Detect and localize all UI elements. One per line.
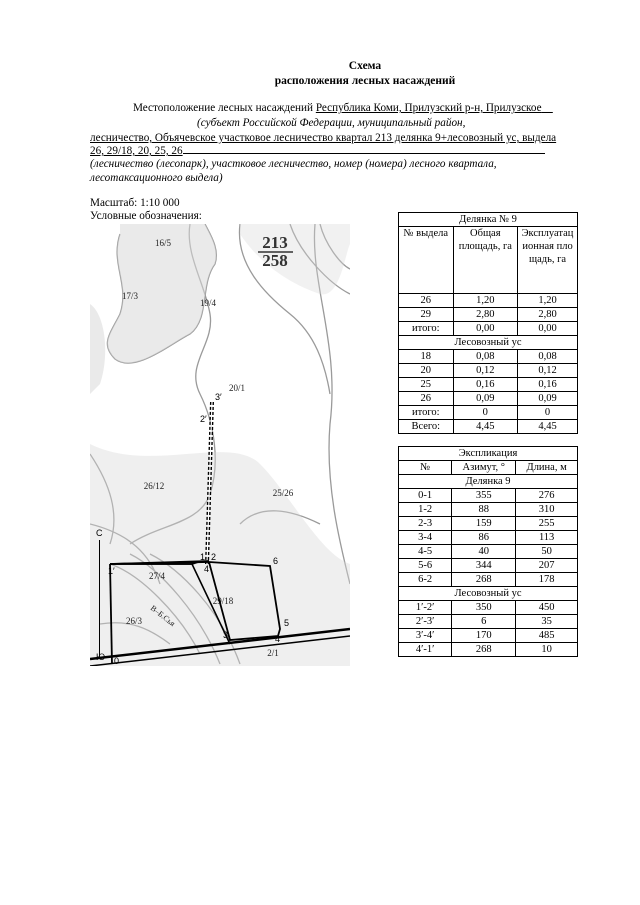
road-area-row-cell: Всего: <box>399 420 454 434</box>
point-6: 6 <box>273 556 279 566</box>
forest-map <box>90 224 350 666</box>
south-label: Ю <box>96 652 106 662</box>
location-label: Местоположение лесных насаждений <box>133 102 314 114</box>
expl-row-cell: 268 <box>452 573 516 587</box>
point-3prime: 3′ <box>215 392 222 402</box>
area-row-cell: 0,00 <box>453 322 518 336</box>
expl-road-row-cell: 35 <box>516 615 578 629</box>
road-area-row-cell: 18 <box>399 350 454 364</box>
expl-row <box>399 503 578 517</box>
area-row <box>399 308 578 322</box>
expl-road-row-cell: 3′-4′ <box>399 629 452 643</box>
quarter-number-top: 213 <box>262 233 288 252</box>
scale-text: Масштаб: 1:10 000 <box>90 197 180 209</box>
expl-row-cell: 5-6 <box>399 559 452 573</box>
road-area-row <box>399 420 578 434</box>
expl-road-row-cell: 10 <box>516 643 578 657</box>
expl-road-row-cell: 268 <box>452 643 516 657</box>
road-area-row <box>399 406 578 420</box>
road-area-row-cell: 0 <box>453 406 518 420</box>
expl-road-row-cell: 2′-3′ <box>399 615 452 629</box>
expl-row-cell: 355 <box>452 489 516 503</box>
expl-section1: Делянка 9 <box>399 475 578 489</box>
quarter-number-bottom: 258 <box>262 251 288 270</box>
area-row-cell: 2,80 <box>453 308 518 322</box>
title-line2: расположения лесных насаждений <box>274 75 456 87</box>
area-row <box>399 294 578 308</box>
expl-header-no: № <box>399 461 452 475</box>
expl-road-row-cell: 6 <box>452 615 516 629</box>
expl-row-cell: 344 <box>452 559 516 573</box>
road-area-row-cell: 0,16 <box>453 378 518 392</box>
location-value2: лесничество, Объячевское участковое лесничество квартал 213 делянка 9+лесовозный ус, выдела <box>90 132 557 144</box>
expl-row <box>399 517 578 531</box>
area-row-cell: 1,20 <box>453 294 518 308</box>
plot-label-20: 20/1 <box>228 383 246 393</box>
expl-road-row-cell: 170 <box>452 629 516 643</box>
area-row-cell: 29 <box>399 308 454 322</box>
expl-row-cell: 50 <box>516 545 578 559</box>
expl-row-cell: 3-4 <box>399 531 452 545</box>
road-area-row-cell: 0,09 <box>453 392 518 406</box>
expl-road-row-cell: 485 <box>516 629 578 643</box>
expl-road-row-cell: 350 <box>452 601 516 615</box>
expl-table-title: Экспликация <box>399 447 578 461</box>
expl-row <box>399 559 578 573</box>
point-3: 3 <box>223 630 229 640</box>
explication-table <box>398 446 578 657</box>
plot-label-19: 19/4 <box>199 298 217 308</box>
legend-label: Условные обозначения: <box>90 210 202 222</box>
location-line1 <box>133 101 553 116</box>
area-row-cell: 1,20 <box>518 294 578 308</box>
expl-row-cell: 255 <box>516 517 578 531</box>
expl-row-cell: 207 <box>516 559 578 573</box>
area-table <box>398 212 578 434</box>
area-table-title: Делянка № 9 <box>399 213 578 227</box>
road-area-row <box>399 364 578 378</box>
plot-label-26-12: 26/12 <box>143 481 165 491</box>
location-note3: лесотаксационного выдела) <box>90 172 223 184</box>
area-row <box>399 322 578 336</box>
expl-row-cell: 310 <box>516 503 578 517</box>
road-area-row-cell: 0,12 <box>518 364 578 378</box>
expl-header-azimuth: Азимут, ° <box>452 461 516 475</box>
expl-road-row <box>399 643 578 657</box>
expl-row-cell: 113 <box>516 531 578 545</box>
road-area-row-cell: 0,08 <box>453 350 518 364</box>
location-note2: (лесничество (лесопарк), участковое лесничество, номер (номера) лесного квартала, <box>90 158 497 170</box>
road-area-row-cell: 20 <box>399 364 454 378</box>
road-name: В–Б.Сья <box>148 603 177 629</box>
point-2prime: 2′ <box>200 414 207 424</box>
area-row-cell: 0,00 <box>518 322 578 336</box>
expl-row-cell: 2-3 <box>399 517 452 531</box>
location-note1: (субъект Российской Федерации, муниципальный район, <box>197 117 466 129</box>
expl-row-cell: 86 <box>452 531 516 545</box>
point-1: 1 <box>200 552 206 562</box>
expl-header-length: Длина, м <box>516 461 578 475</box>
location-value1: Республика Коми, Прилузский р-н, Прилузское <box>315 102 542 114</box>
expl-row-cell: 4-5 <box>399 545 452 559</box>
expl-row-cell: 40 <box>452 545 516 559</box>
road-area-row-cell: 0 <box>518 406 578 420</box>
point-0: 0 <box>114 656 120 666</box>
point-2: 2 <box>211 552 217 562</box>
expl-road-row <box>399 629 578 643</box>
road-area-row <box>399 350 578 364</box>
expl-row <box>399 573 578 587</box>
expl-row-cell: 6-2 <box>399 573 452 587</box>
road-area-row-cell: итого: <box>399 406 454 420</box>
road-area-row-cell: 25 <box>399 378 454 392</box>
plot-label-2: 2/1 <box>267 648 279 658</box>
point-1prime: 1′ <box>108 566 115 576</box>
plot-label-26-3: 26/3 <box>125 616 143 626</box>
point-4prime: 4′ <box>204 564 211 574</box>
expl-row-cell: 276 <box>516 489 578 503</box>
title-line1: Схема <box>348 60 382 72</box>
expl-section2: Лесовозный ус <box>399 587 578 601</box>
area-row-cell: 2,80 <box>518 308 578 322</box>
plot-label-29: 29/18 <box>212 596 234 606</box>
road-area-row-cell: 0,12 <box>453 364 518 378</box>
plot-label-27: 27/4 <box>148 571 166 581</box>
plot-label-25: 25/26 <box>272 488 294 498</box>
expl-road-row-cell: 1′-2′ <box>399 601 452 615</box>
location-value3: 26, 29/18, 20, 25, 26 <box>90 145 183 157</box>
expl-road-row-cell: 4′-1′ <box>399 643 452 657</box>
expl-road-row <box>399 615 578 629</box>
road-area-row-cell: 0,08 <box>518 350 578 364</box>
header-vydel: № выдела <box>399 227 454 294</box>
expl-row-cell: 88 <box>452 503 516 517</box>
expl-row-cell: 1-2 <box>399 503 452 517</box>
road-area-row-cell: 0,09 <box>518 392 578 406</box>
expl-row <box>399 531 578 545</box>
road-area-row-cell: 26 <box>399 392 454 406</box>
expl-row <box>399 545 578 559</box>
north-south-axis <box>99 540 100 658</box>
point-5: 5 <box>284 618 290 628</box>
header-total-area: Общая площадь, га <box>453 227 518 294</box>
road-area-row-cell: 4,45 <box>518 420 578 434</box>
road-area-row-cell: 4,45 <box>453 420 518 434</box>
plot-label-17: 17/3 <box>121 291 139 301</box>
area-row-cell: 26 <box>399 294 454 308</box>
plot-label-16: 16/5 <box>154 238 172 248</box>
area-row-cell: итого: <box>399 322 454 336</box>
expl-road-row-cell: 450 <box>516 601 578 615</box>
north-label: С <box>96 528 103 538</box>
header-expl-area: Эксплуатационная площадь, га <box>518 227 578 294</box>
expl-row <box>399 489 578 503</box>
expl-row-cell: 178 <box>516 573 578 587</box>
point-4: 4 <box>275 634 281 644</box>
area-table-section2: Лесовозный ус <box>399 336 578 350</box>
road-area-row-cell: 0,16 <box>518 378 578 392</box>
road-area-row <box>399 378 578 392</box>
expl-road-row <box>399 601 578 615</box>
expl-row-cell: 159 <box>452 517 516 531</box>
road-area-row <box>399 392 578 406</box>
expl-row-cell: 0-1 <box>399 489 452 503</box>
